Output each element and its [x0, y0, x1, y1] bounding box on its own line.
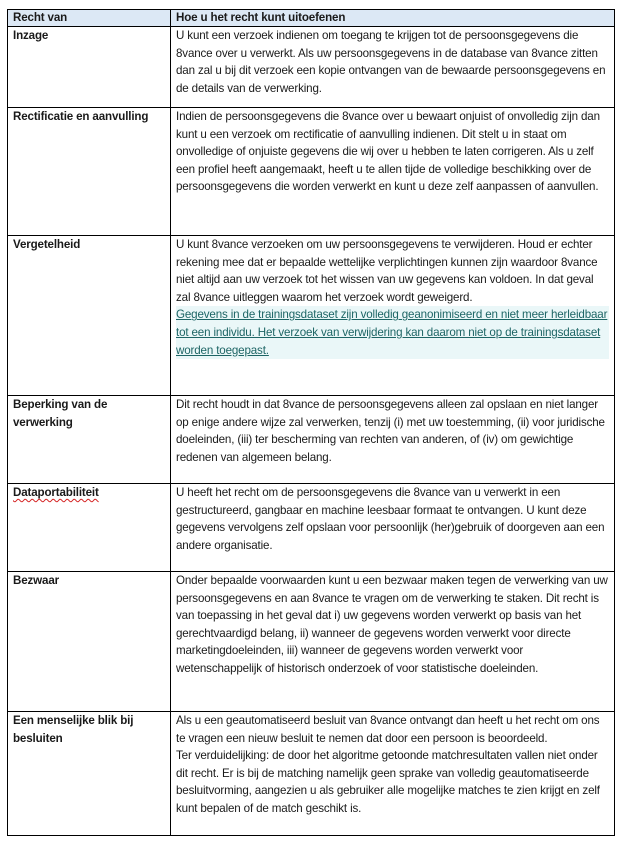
table-row	[8, 108, 615, 236]
right-bezwaar: Bezwaar	[8, 572, 171, 712]
table-row	[8, 484, 615, 572]
description-vergetelheid: U kunt 8vance verzoeken om uw persoonsgegevens te verwijderen. Houd er echter rekening mee dat er bepaalde wettelijke verplichtingen kunnen zijn waardoor 8vance niet altijd aan uw verzoek tot het wissen van uw gegevens kan voldoen. In dat geval zal 8vance uitleggen waarom het verzoek wordt geweigerd.	[176, 238, 598, 304]
description-dataportabiliteit: U heeft het recht om de persoonsgegevens die 8vance van u verwerkt in een gestructureerd, gangbaar en machine leesbaar formaat te ontvangen. U kunt deze gegevens vervolgens zelf opslaan voor persoonlijk (her)gebruik of doorgeven aan een andere organisatie.	[171, 484, 615, 572]
right-dataportabiliteit: Dataportabiliteit	[13, 486, 99, 499]
table-row	[8, 27, 615, 108]
right-vergetelheid: Vergetelheid	[8, 236, 171, 396]
header-right: Recht van	[8, 10, 171, 27]
cell-menselijke-blik	[171, 712, 615, 836]
table-row	[8, 712, 615, 836]
table-row	[8, 236, 615, 396]
right-beperking: Beperking van de verwerking	[8, 396, 171, 484]
description-beperking: Dit recht houdt in dat 8vance de persoonsgegevens alleen zal opslaan en niet langer op enige andere wijze zal verwerken, tenzij (i) met uw toestemming, (ii) voor juridische doeleinden, (iii) ter bescherming van rechten van anderen, of (iv) om gewichtige redenen van algemeen belang.	[171, 396, 615, 484]
description-rectificatie: Indien de persoonsgegevens die 8vance over u bewaart onjuist of onvolledig zijn dan kunt u een verzoek om rectificatie of aanvulling indienen. Dit stelt u in staat om onvolledige of onjuiste gegevens die wij over u hebben te laten corrigeren. Als u zelf een profiel heeft aangemaakt, heeft u te allen tijde de volledige beschikking over de persoonsgegevens die worden verwerkt en kunt u deze zelf aanpassen of aanvullen.	[171, 108, 615, 236]
description-menselijke-blik: Als u een geautomatiseerd besluit van 8vance ontvangt dan heeft u het recht om ons te vragen een nieuw besluit te nemen dat door een persoon is beoordeeld.	[176, 714, 600, 745]
description-inzage: U kunt een verzoek indienen om toegang te krijgen tot de persoonsgegevens die 8vance over u verwerkt. Als uw persoonsgegevens in de database van 8vance zitten dan zal u bij dit verzoek een kopie ontvangen van de bewaarde persoonsgegevens en de details van de verwerking.	[171, 27, 615, 108]
description-bezwaar: Onder bepaalde voorwaarden kunt u een bezwaar maken tegen de verwerking van uw persoonsgegevens en aan 8vance te vragen om de verwerking te staken. Dit recht is van toepassing in het geval dat i) uw gegevens worden verwerkt op basis van het gerechtvaardigd belang, ii) wanneer de gegevens worden verwerkt voor directe marketingdoeleinden, iii) wanneer de gegevens worden verwerkt voor wetenschappelijk of historisch onderzoek of voor statistische doeleinden.	[171, 572, 615, 712]
table-row	[8, 396, 615, 484]
right-menselijke-blik: Een menselijke blik bij besluiten	[8, 712, 171, 836]
table-row	[8, 572, 615, 712]
header-how-to-exercise: Hoe u het recht kunt uitoefenen	[171, 10, 615, 27]
rights-table	[7, 9, 615, 836]
right-inzage: Inzage	[8, 27, 171, 108]
right-dataportabiliteit-cell	[8, 484, 171, 572]
cell-vergetelheid	[171, 236, 615, 396]
right-rectificatie: Rectificatie en aanvulling	[8, 108, 171, 236]
clarification-menselijke-blik: Ter verduidelijking: de door het algoritme getoonde matchresultaten vallen niet onder dit recht. Er is bij de matching namelijk geen sprake van volledig geautomatiseerde besluitvorming, aangezien u als gebruiker alle mogelijke matches te zien krijgt en zelf kunt bepalen of de match geschikt is.	[176, 749, 600, 815]
tracked-change-note: Gegevens in de trainingsdataset zijn volledig geanonimiseerd en niet meer herleidbaar tot een individu. Het verzoek van verwijdering kan daarom niet op de trainingsdataset worden toegepast.	[176, 306, 609, 359]
header-row	[8, 10, 615, 27]
